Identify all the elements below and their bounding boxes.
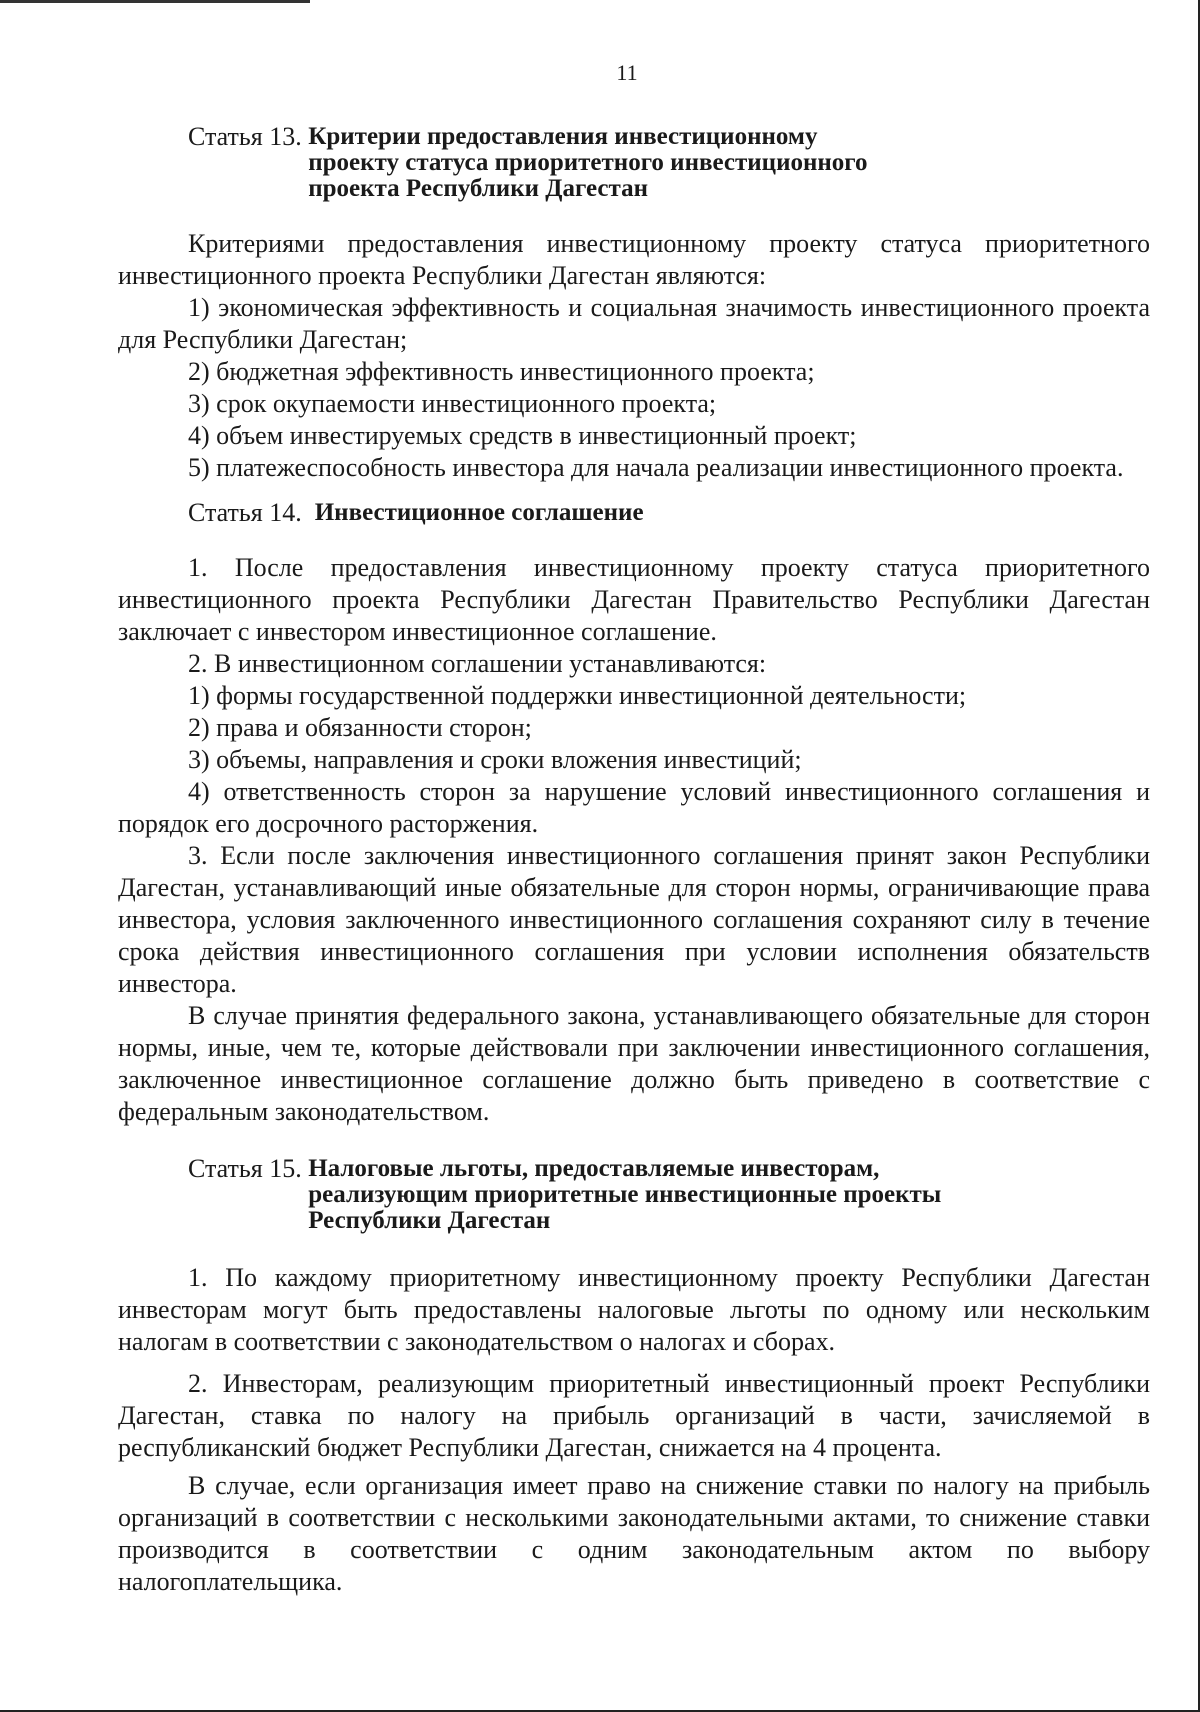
article-15-title-line: Налоговые льготы, предоставляемые инвесторам,: [308, 1155, 880, 1182]
article-14-heading: [188, 500, 1150, 526]
article-13-title-line: проекта Республики Дагестан: [308, 175, 648, 202]
article-15-label: Статья 15.: [188, 1154, 302, 1183]
paragraph: 3. Если после заключения инвестиционного соглашения принят закон Республики Дагестан, устанавливающий иные обязательные для сторон нормы, ограничивающие права инвестора, условия заключенного инвестиционного соглашения сохраняют силу в течение срока действия инвестиционного соглашения при условии исполнения обязательств инвестора.: [118, 841, 1150, 998]
paragraph: 1) формы государственной поддержки инвестиционной деятельности;: [188, 681, 967, 710]
paragraph: 1) экономическая эффективность и социальная значимость инвестиционного проекта для Республики Дагестан;: [118, 293, 1150, 354]
article-15-title-line: Республики Дагестан: [308, 1207, 551, 1234]
article-13-title: [308, 124, 867, 202]
article-15-title-line: реализующим приоритетные инвестиционные проекты: [308, 1181, 942, 1208]
paragraph: 2. В инвестиционном соглашении устанавливаются:: [188, 649, 767, 678]
article-15-body: [118, 1262, 1150, 1598]
article-13-label: Статья 13.: [188, 122, 302, 151]
paragraph: 4) ответственность сторон за нарушение условий инвестиционного соглашения и порядок его досрочного расторжения.: [118, 777, 1150, 838]
paragraph: 2. Инвесторам, реализующим приоритетный инвестиционный проект Республики Дагестан, ставка по налогу на прибыль организаций в части, зачисляемой в республиканский бюджет Республики Дагестан, снижается на 4 процента.: [118, 1369, 1150, 1462]
page-number: 11: [616, 60, 638, 85]
paragraph: В случае, если организация имеет право на снижение ставки по налогу на прибыль организаций в соответствии с несколькими законодательными актами, то снижение ставки производится в соответствии с одним законодательным актом по выбору налогоплательщика.: [118, 1471, 1150, 1596]
article-14-title: [315, 500, 644, 526]
paragraph: 5) платежеспособность инвестора для начала реализации инвестиционного проекта.: [188, 453, 1124, 482]
paragraph: 1. После предоставления инвестиционному проекту статуса приоритетного инвестиционного проекта Республики Дагестан Правительство Республики Дагестан заключает с инвестором инвестиционное соглашение.: [118, 553, 1150, 646]
article-14-label: Статья 14.: [188, 498, 302, 527]
article-13-heading: [188, 124, 1150, 202]
paragraph: 3) срок окупаемости инвестиционного проекта;: [188, 389, 717, 418]
article-13-title-line: проекту статуса приоритетного инвестиционного: [308, 149, 868, 176]
paragraph: 4) объем инвестируемых средств в инвестиционный проект;: [188, 421, 857, 450]
article-13-body: [118, 228, 1150, 484]
paragraph: 1. По каждому приоритетному инвестиционному проекту Республики Дагестан инвесторам могут быть предоставлены налоговые льготы по одному или нескольким налогам в соответствии с законодательством о налогах и сборах.: [118, 1263, 1150, 1356]
paragraph: Критериями предоставления инвестиционному проекту статуса приоритетного инвестиционного проекта Республики Дагестан являются:: [118, 229, 1150, 290]
article-15-title: [308, 1156, 941, 1234]
article-13-title-line: Критерии предоставления инвестиционному: [308, 123, 818, 150]
article-14-body: [118, 552, 1150, 1128]
paragraph: В случае принятия федерального закона, устанавливающего обязательные для сторон нормы, иные, чем те, которые действовали при заключении инвестиционного соглашения, заключенное инвестиционное соглашение должно быть приведено в соответствие с федеральным законодательством.: [118, 1001, 1150, 1126]
document-page: [118, 60, 1150, 1598]
paragraph: 2) бюджетная эффективность инвестиционного проекта;: [188, 357, 815, 386]
article-15-heading: [188, 1156, 1150, 1234]
paragraph: 3) объемы, направления и сроки вложения инвестиций;: [188, 745, 802, 774]
paragraph: 2) права и обязанности сторон;: [188, 713, 532, 742]
scan-border-top: [0, 0, 310, 3]
article-14-title-line: Инвестиционное соглашение: [314, 499, 644, 526]
